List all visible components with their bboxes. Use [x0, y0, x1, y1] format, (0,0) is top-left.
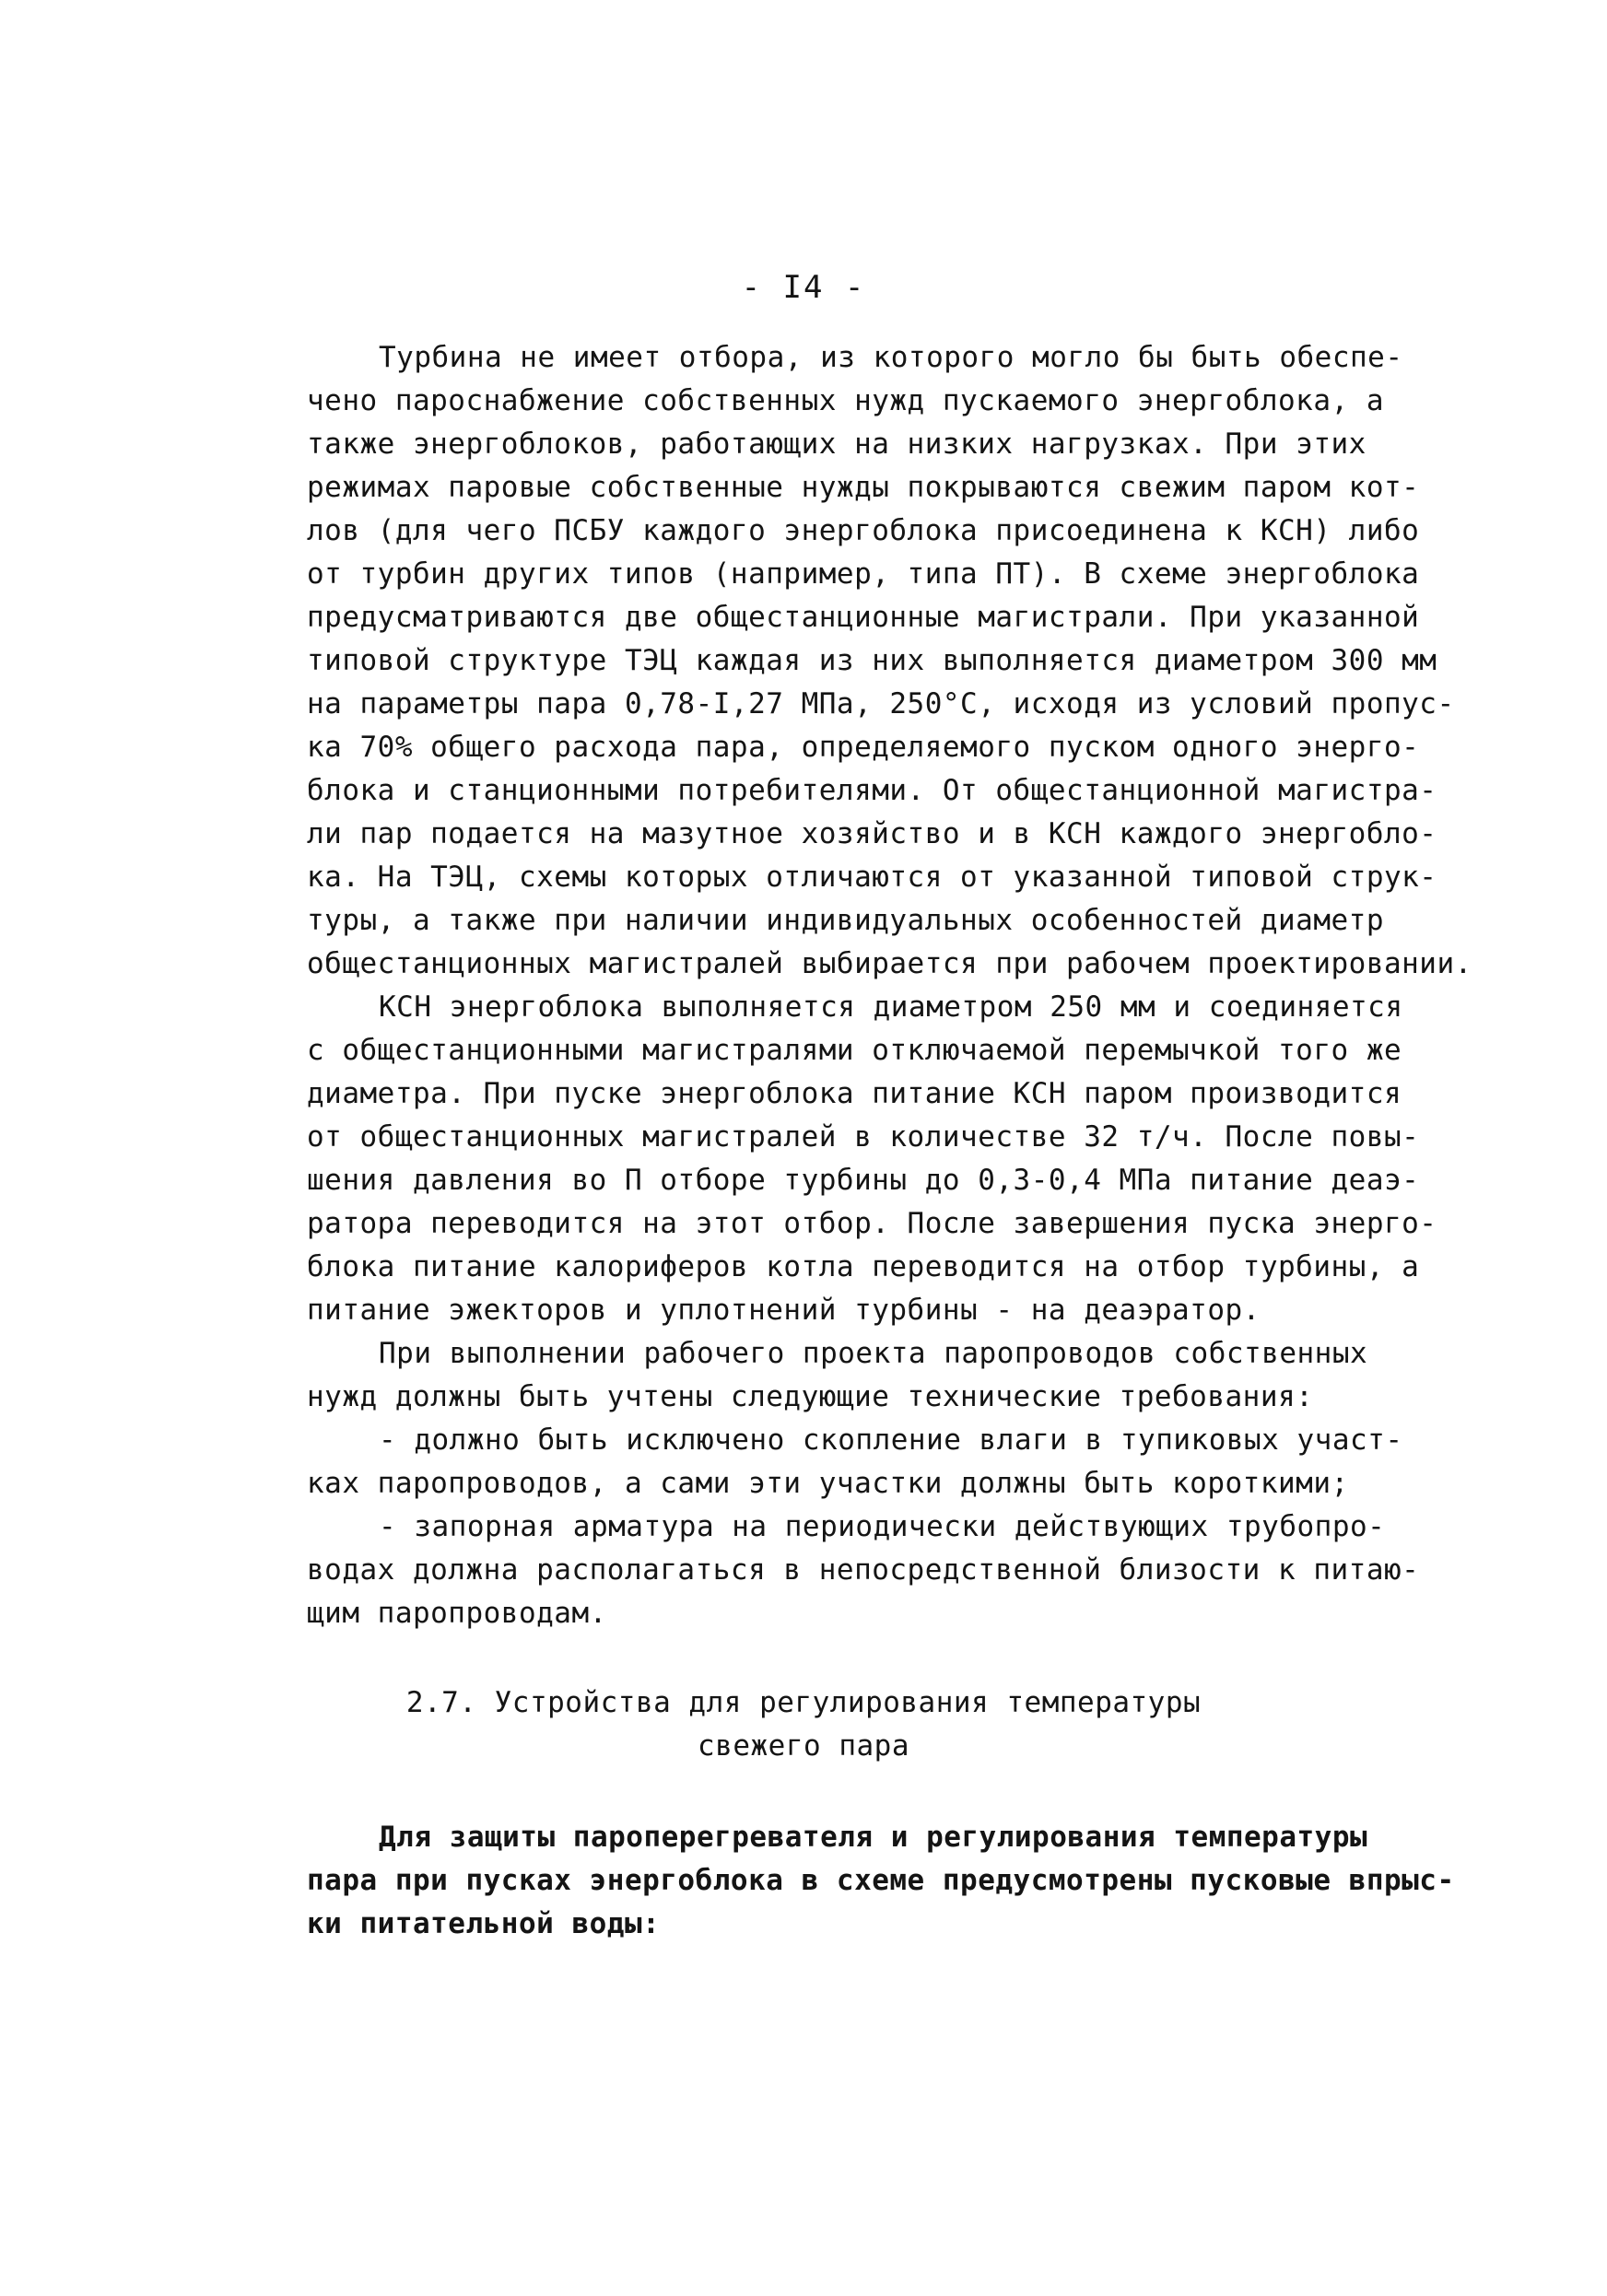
body-line: также энергоблоков, работающих на низких нагрузках. При этих [307, 428, 1367, 461]
page-number: - I4 - [741, 269, 866, 306]
body-line: ли пар подается на мазутное хозяйство и в КСН каждого энергобло- [307, 817, 1437, 850]
body-line: от общестанционных магистралей в количестве 32 т/ч. После повы- [307, 1120, 1420, 1154]
body-line: блока питание калориферов котла переводится на отбор турбины, а [307, 1250, 1420, 1283]
body-line-bold: пара при пусках энергоблока в схеме предусмотрены пусковые впрыс- [307, 1864, 1455, 1897]
section-title-line2: свежего пара [698, 1729, 909, 1763]
body-line: предусматриваются две общестанционные магистрали. При указанной [307, 601, 1420, 634]
body-line: При выполнении рабочего проекта паропроводов собственных [379, 1337, 1368, 1370]
body-line: ках паропроводов, а сами эти участки должны быть короткими; [307, 1467, 1349, 1500]
body-line: режимах паровые собственные нужды покрываются свежим паром кот- [307, 471, 1420, 504]
body-line: щим паропроводам. [307, 1597, 607, 1630]
body-line: КСН энергоблока выполняется диаметром 250 мм и соединяется [379, 990, 1403, 1024]
body-line: шения давления во П отборе турбины до 0,3-0,4 МПа питание деаэ- [307, 1164, 1420, 1197]
body-line: чено пароснабжение собственных нужд пускаемого энергоблока, а [307, 384, 1384, 417]
body-line: Турбина не имеет отбора, из которого могло бы быть обеспе- [379, 341, 1403, 374]
body-line: с общестанционными магистралями отключаемой перемычкой того же [307, 1034, 1402, 1067]
section-title-line1: 2.7. Устройства для регулирования температуры [405, 1686, 1202, 1719]
list-item: - должно быть исключено скопление влаги в тупиковых участ- [379, 1423, 1403, 1457]
body-line-bold: Для защиты пароперегревателя и регулирования температуры [379, 1821, 1368, 1854]
body-line: водах должна располагаться в непосредственной близости к питаю- [307, 1553, 1420, 1587]
body-line: от турбин других типов (например, типа ПТ). В схеме энергоблока [307, 557, 1420, 591]
body-line: ка. На ТЭЦ, схемы которых отличаются от указанной типовой струк- [307, 861, 1437, 894]
body-line: блока и станционными потребителями. От общестанционной магистра- [307, 774, 1437, 807]
body-line: туры, а также при наличии индивидуальных особенностей диаметр [307, 904, 1384, 937]
body-line: лов (для чего ПСБУ каждого энергоблока присоединена к КСН) либо [307, 514, 1420, 547]
list-item: - запорная арматура на периодически действующих трубопро- [379, 1510, 1386, 1543]
body-line: питание эжекторов и уплотнений турбины - на деаэратор. [307, 1294, 1261, 1327]
body-line: ратора переводится на этот отбор. После завершения пуска энерго- [307, 1207, 1437, 1240]
body-line: ка 70% общего расхода пара, определяемого пуском одного энерго- [307, 731, 1420, 764]
body-line: на параметры пара 0,78-I,27 МПа, 250°С, исходя из условий пропус- [307, 687, 1455, 720]
body-line: общестанционных магистралей выбирается при рабочем проектировании. [307, 947, 1472, 980]
body-line: нужд должны быть учтены следующие технические требования: [307, 1380, 1314, 1413]
body-line: типовой структуре ТЭЦ каждая из них выполняется диаметром 300 мм [307, 644, 1437, 677]
body-line-bold: ки питательной воды: [307, 1907, 661, 1940]
body-line: диаметра. При пуске энергоблока питание КСН паром производится [307, 1077, 1402, 1110]
